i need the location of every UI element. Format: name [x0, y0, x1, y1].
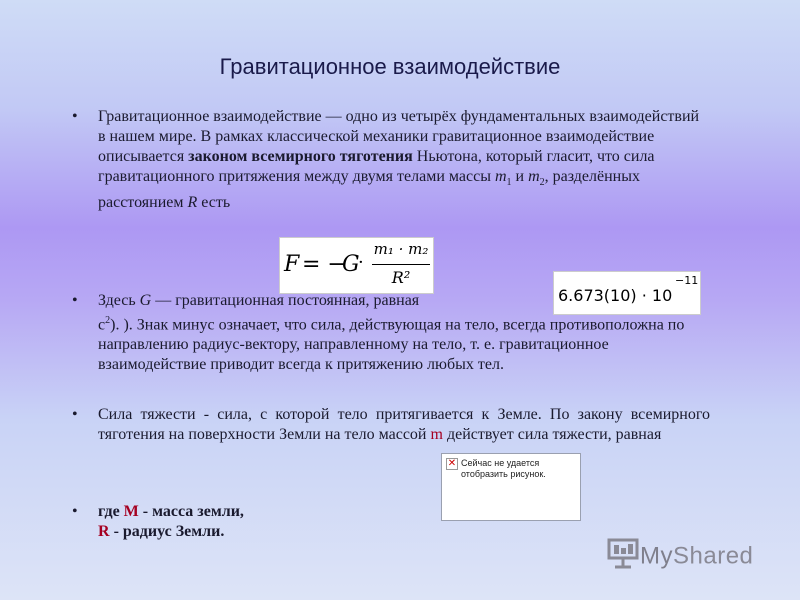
paragraph-gravity-force: Сила тяжести - сила, с которой тело притягивается к Земле. По закону всемирного тяготения на поверхности Земли на тело массой m действует сила тяжести, равная [98, 406, 710, 443]
bullet-4: • [72, 503, 78, 520]
paragraph-gravitational-constant: Здесь G — гравитационная постоянная, равная $с^2$). ). Знак минус означает, что сила, действующая на тело, всегда противоположна по направлению радиус-вектору, направленному на тело, т. е. гравитационное взаимодействие приводит всегда к притяжению любых тел. [98, 292, 685, 374]
broken-image-icon: ✕ [447, 458, 457, 469]
fraction-bar [372, 264, 430, 265]
paragraph-definitions: где М - масса земли, R - радиус Земли. [98, 503, 244, 540]
gravitation-formula: F = − G · m₁ · m₂ R² [279, 237, 434, 294]
gravitational-constant-value: 6.673(10) · 10 −11 [553, 271, 701, 315]
presentation-board-icon [606, 536, 640, 577]
slide-title: Гравитационное взаимодействие [219, 54, 561, 79]
bullet-3: • [72, 406, 78, 423]
law-of-gravitation: законом всемирного тяготения [188, 148, 413, 165]
myshared-logo: MyShared [606, 536, 753, 576]
bullet-1: • [72, 108, 78, 125]
missing-image-placeholder: ✕ Сейчас не удается отобразить рисунок. [441, 453, 581, 521]
bullet-2: • [72, 292, 78, 309]
paragraph-gravity-intro: Гравитационное взаимодействие — одно из четырёх фундаментальных взаимодействий в нашем мире. В рамках классической механики гравитационное взаимодействие описывается законом всемирного тяготения Ньютона, который гласит, что сила гравитационного притяжения между двумя телами массы $m_1$ и $m_2$, разделённых расстоянием R есть [98, 108, 700, 212]
